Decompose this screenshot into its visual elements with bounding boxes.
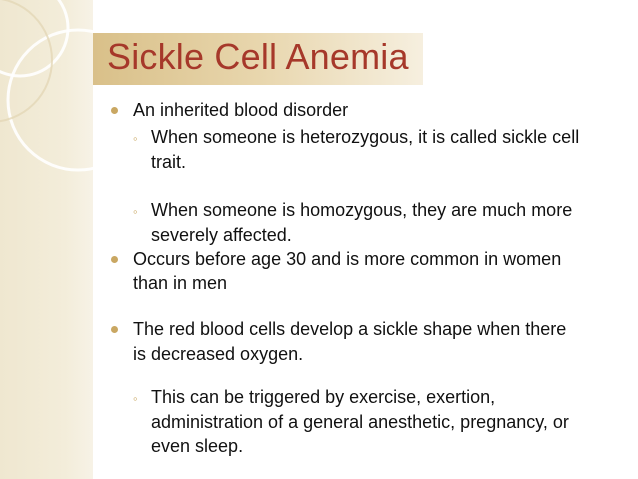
sub-1-2-line-1: When someone is homozygous, they are much more <box>151 200 573 220</box>
sub-bullet-marker: ◦ <box>133 391 138 406</box>
slide-title: Sickle Cell Anemia <box>107 36 409 77</box>
sub-bullet-marker: ◦ <box>133 204 138 219</box>
sub-1-2-line-2: severely affected. <box>151 225 292 245</box>
bullet-3-line-1: The red blood cells develop a sickle shape when there <box>133 319 567 339</box>
bullet-2-line-2: than in men <box>133 273 228 293</box>
sub-1-1-line-2: trait. <box>151 152 187 172</box>
sub-bullet-marker: ◦ <box>133 131 138 146</box>
bullet-marker <box>111 107 118 114</box>
sub-1-1-line-1: When someone is heterozygous, it is called sickle cell <box>151 127 580 147</box>
sub-3-1-line-3: even sleep. <box>151 436 244 456</box>
sub-3-1-line-1: This can be triggered by exercise, exertion, <box>151 387 496 407</box>
bullet-1-line-1: An inherited blood disorder <box>133 100 349 120</box>
bullet-2-line-1: Occurs before age 30 and is more common in women <box>133 249 562 269</box>
bullet-3-line-2: is decreased oxygen. <box>133 344 304 364</box>
bullet-marker <box>111 256 118 263</box>
sub-3-1-line-2: administration of a general anesthetic, pregnancy, or <box>151 412 569 432</box>
bullet-marker <box>111 326 118 333</box>
